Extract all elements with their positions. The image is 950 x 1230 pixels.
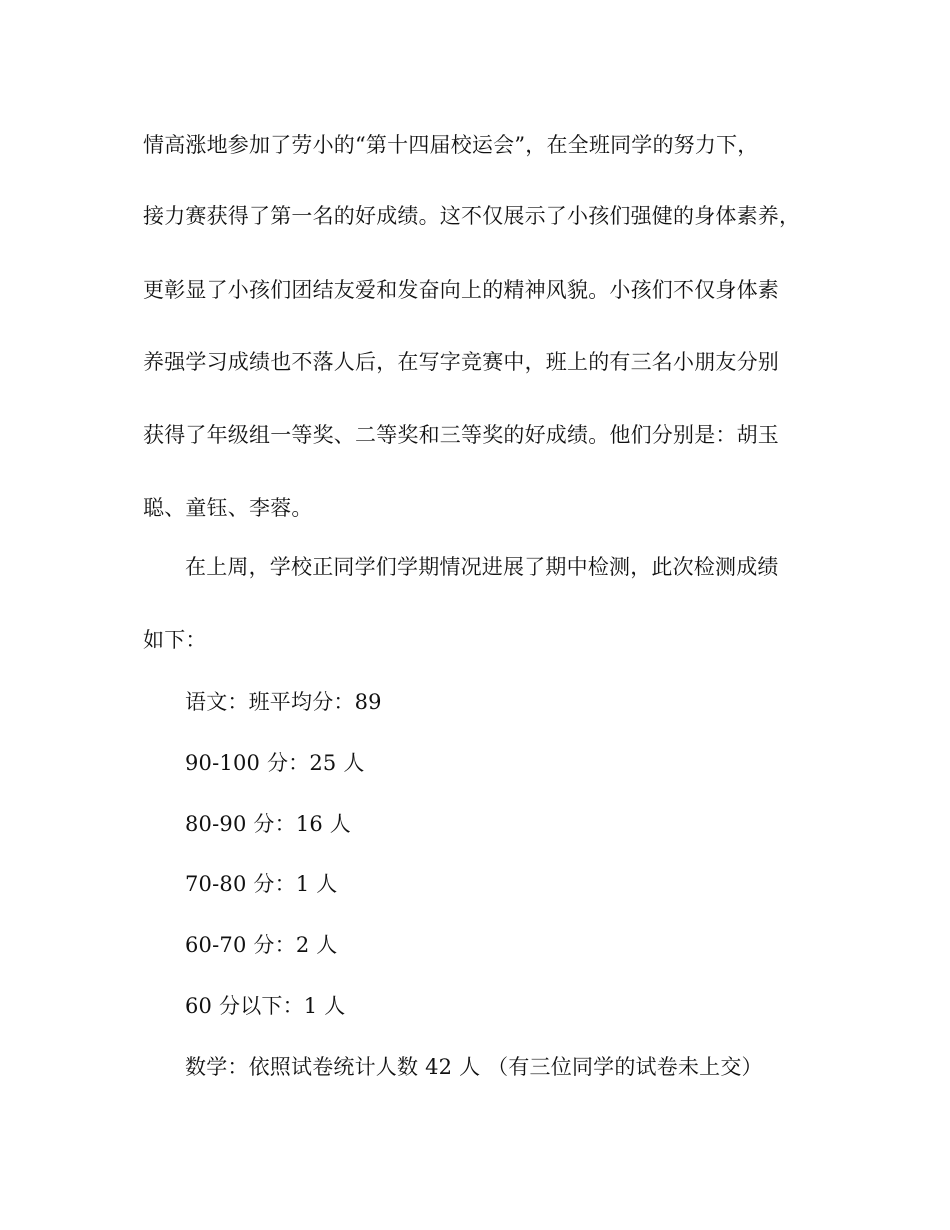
chinese-score-range-3: 70-80 分：1 人 [185,872,338,896]
paragraph1-line-6: 聪、童钰、李蓉。 [143,496,313,520]
paragraph1-line-2: 接力赛获得了第一名的好成绩。这不仅展示了小孩们强健的身体素养， [143,204,801,228]
paragraph2-line-1: 在上周，学校正同学们学期情况进展了期中检测，此次检测成绩 [185,555,779,579]
paragraph1-line-4: 养强学习成绩也不落人后，在写字竞赛中，班上的有三名小朋友分别 [143,350,779,374]
chinese-score-range-4: 60-70 分：2 人 [185,933,338,957]
paragraph2-line-2: 如下： [143,628,207,652]
chinese-score-range-1: 90-100 分：25 人 [185,751,365,775]
chinese-scores-heading: 语文：班平均分：89 [185,690,382,714]
paragraph1-line-5: 获得了年级组一等奖、二等奖和三等奖的好成绩。他们分别是：胡玉 [143,423,779,447]
chinese-score-range-5: 60 分以下：1 人 [185,994,346,1018]
math-line: 数学：依照试卷统计人数 42 人 （有三位同学的试卷未上交） [185,1055,763,1079]
paragraph1-line-3: 更彰显了小孩们团结友爱和发奋向上的精神风貌。小孩们不仅身体素 [143,278,779,302]
chinese-score-range-2: 80-90 分：16 人 [185,812,352,836]
paragraph1-line-1: 情高涨地参加了劳小的“第十四届校运会”，在全班同学的努力下， [143,133,759,157]
